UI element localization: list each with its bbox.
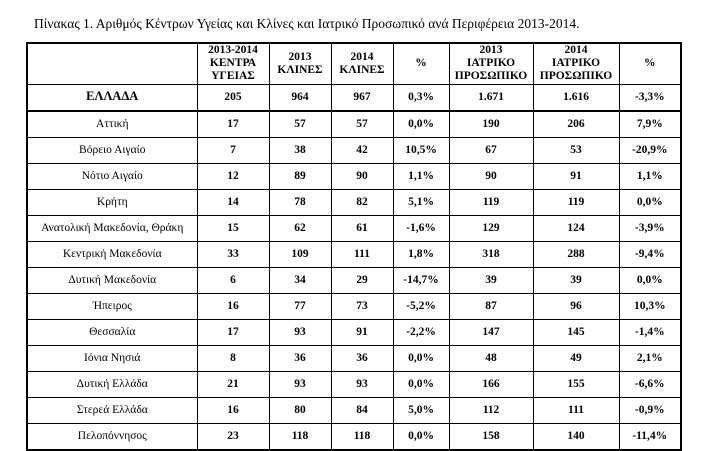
cell-beds-2013: 80: [269, 397, 331, 423]
cell-beds-pct: 0,0%: [393, 345, 449, 371]
cell-centers: 16: [197, 293, 269, 319]
header-beds-pct-line1: %: [415, 57, 427, 70]
cell-beds-2013: 109: [269, 241, 331, 267]
cell-region: Κεντρική Μακεδονία: [27, 241, 197, 267]
header-beds-2013-line1: 2013: [288, 50, 312, 63]
cell-staff-2013: 1.671: [449, 84, 533, 111]
cell-staff-pct: -1,4%: [619, 319, 681, 345]
cell-centers: 12: [197, 163, 269, 189]
cell-staff-2013: 87: [449, 293, 533, 319]
header-staff-2014-line3: ΠΡΟΣΩΠΙΚΟ: [539, 70, 613, 83]
table-row: [27, 267, 681, 293]
cell-staff-pct: -3,9%: [619, 215, 681, 241]
cell-beds-2014: 36: [331, 345, 393, 371]
cell-staff-2014: 49: [533, 345, 619, 371]
cell-staff-pct: -3,3%: [619, 84, 681, 111]
header-beds-2014-line2: ΚΛΙΝΕΣ: [339, 63, 385, 76]
cell-centers: 6: [197, 267, 269, 293]
cell-beds-2014: 90: [331, 163, 393, 189]
cell-staff-pct: -0,9%: [619, 397, 681, 423]
cell-beds-2014: 111: [331, 241, 393, 267]
cell-staff-pct: 0,0%: [619, 189, 681, 215]
cell-staff-pct: 7,9%: [619, 111, 681, 138]
table-row: [27, 423, 681, 450]
table-row: [27, 215, 681, 241]
cell-region: Ιόνια Νησιά: [27, 345, 197, 371]
header-staff-2013: [449, 43, 533, 84]
cell-centers: 205: [197, 84, 269, 111]
cell-staff-pct: -6,6%: [619, 371, 681, 397]
table-row: [27, 371, 681, 397]
cell-staff-2013: 112: [449, 397, 533, 423]
header-region: [27, 43, 197, 84]
cell-beds-2013: 78: [269, 189, 331, 215]
cell-staff-pct: 10,3%: [619, 293, 681, 319]
cell-centers: 16: [197, 397, 269, 423]
cell-beds-pct: -5,2%: [393, 293, 449, 319]
cell-region: Δυτική Ελλάδα: [27, 371, 197, 397]
table-row: [27, 319, 681, 345]
cell-beds-pct: -1,6%: [393, 215, 449, 241]
cell-centers: 17: [197, 111, 269, 138]
cell-beds-2014: 82: [331, 189, 393, 215]
cell-beds-pct: 1,8%: [393, 241, 449, 267]
cell-beds-2013: 93: [269, 371, 331, 397]
header-staff-pct-line1: %: [644, 57, 656, 70]
table-header-row: [27, 43, 681, 84]
header-centers-line1: 2013-2014: [208, 44, 258, 56]
cell-region: ΕΛΛΑΔΑ: [27, 84, 197, 111]
cell-region: Αττική: [27, 111, 197, 138]
cell-staff-2013: 129: [449, 215, 533, 241]
header-centers-line3: ΥΓΕΙΑΣ: [211, 70, 255, 83]
cell-staff-pct: -20,9%: [619, 137, 681, 163]
cell-beds-pct: 1,1%: [393, 163, 449, 189]
cell-beds-2013: 964: [269, 84, 331, 111]
cell-beds-2014: 118: [331, 423, 393, 450]
cell-staff-2014: 91: [533, 163, 619, 189]
cell-staff-pct: 2,1%: [619, 345, 681, 371]
cell-beds-2013: 36: [269, 345, 331, 371]
cell-staff-2013: 48: [449, 345, 533, 371]
cell-region: Θεσσαλία: [27, 319, 197, 345]
cell-beds-pct: -2,2%: [393, 319, 449, 345]
header-staff-2014: [533, 43, 619, 84]
header-staff-2013-line2: ΙΑΤΡΙΚΟ: [466, 57, 516, 70]
cell-staff-2013: 90: [449, 163, 533, 189]
cell-beds-2013: 62: [269, 215, 331, 241]
cell-beds-pct: 0,0%: [393, 371, 449, 397]
table-row: [27, 163, 681, 189]
table-row: [27, 189, 681, 215]
table-row: [27, 137, 681, 163]
table-row: [27, 397, 681, 423]
table-row: [27, 293, 681, 319]
cell-beds-2014: 29: [331, 267, 393, 293]
cell-staff-2014: 124: [533, 215, 619, 241]
header-beds-2014: [331, 43, 393, 84]
cell-region: Κρήτη: [27, 189, 197, 215]
cell-centers: 21: [197, 371, 269, 397]
cell-beds-pct: 0,3%: [393, 84, 449, 111]
header-staff-2014-line1: 2014: [564, 44, 588, 56]
header-staff-2014-line2: ΙΑΤΡΙΚΟ: [551, 57, 601, 70]
cell-beds-pct: 10,5%: [393, 137, 449, 163]
cell-staff-2013: 147: [449, 319, 533, 345]
cell-beds-2013: 89: [269, 163, 331, 189]
cell-staff-2014: 39: [533, 267, 619, 293]
cell-beds-2013: 38: [269, 137, 331, 163]
cell-staff-2013: 119: [449, 189, 533, 215]
cell-staff-2013: 39: [449, 267, 533, 293]
cell-region: Ανατολική Μακεδονία, Θράκη: [27, 215, 197, 241]
cell-centers: 23: [197, 423, 269, 450]
cell-staff-2013: 67: [449, 137, 533, 163]
cell-beds-2013: 118: [269, 423, 331, 450]
cell-beds-2013: 57: [269, 111, 331, 138]
cell-staff-2014: 53: [533, 137, 619, 163]
cell-region: Νότιο Αιγαίο: [27, 163, 197, 189]
table-row: [27, 111, 681, 138]
cell-centers: 8: [197, 345, 269, 371]
cell-centers: 33: [197, 241, 269, 267]
cell-beds-2014: 93: [331, 371, 393, 397]
cell-staff-2014: 140: [533, 423, 619, 450]
cell-staff-2014: 206: [533, 111, 619, 138]
cell-staff-pct: 0,0%: [619, 267, 681, 293]
cell-beds-2013: 34: [269, 267, 331, 293]
cell-beds-2014: 57: [331, 111, 393, 138]
header-beds-2013-line2: ΚΛΙΝΕΣ: [277, 63, 323, 76]
cell-staff-pct: -9,4%: [619, 241, 681, 267]
cell-region: Στερεά Ελλάδα: [27, 397, 197, 423]
cell-region: Βόρειο Αιγαίο: [27, 137, 197, 163]
table-row: [27, 241, 681, 267]
cell-beds-pct: -14,7%: [393, 267, 449, 293]
cell-region: Πελοπόννησος: [27, 423, 197, 450]
table-row: [27, 345, 681, 371]
header-centers: [197, 43, 269, 84]
cell-staff-2013: 166: [449, 371, 533, 397]
cell-beds-2014: 84: [331, 397, 393, 423]
header-beds-pct: [393, 43, 449, 84]
cell-staff-2013: 318: [449, 241, 533, 267]
header-beds-2013: [269, 43, 331, 84]
table-row: [27, 84, 681, 111]
table-header: [27, 43, 681, 84]
header-beds-2014-line1: 2014: [350, 50, 374, 63]
cell-beds-2014: 967: [331, 84, 393, 111]
table-body: [27, 84, 681, 450]
cell-region: Ήπειρος: [27, 293, 197, 319]
health-centers-table: [26, 42, 682, 451]
header-centers-line2: ΚΕΝΤΡΑ: [209, 57, 257, 70]
cell-beds-2013: 93: [269, 319, 331, 345]
cell-beds-2014: 42: [331, 137, 393, 163]
cell-beds-pct: 0,0%: [393, 423, 449, 450]
cell-beds-2014: 91: [331, 319, 393, 345]
cell-staff-2014: 111: [533, 397, 619, 423]
cell-staff-pct: -11,4%: [619, 423, 681, 450]
cell-centers: 15: [197, 215, 269, 241]
table-caption: Πίνακας 1. Αριθμός Κέντρων Υγείας και Κλίνες και Ιατρικό Προσωπικό ανά Περιφέρεια 2013-2014.: [34, 16, 580, 31]
cell-beds-pct: 5,0%: [393, 397, 449, 423]
cell-beds-pct: 5,1%: [393, 189, 449, 215]
cell-beds-2014: 61: [331, 215, 393, 241]
cell-staff-2014: 145: [533, 319, 619, 345]
cell-beds-pct: 0,0%: [393, 111, 449, 138]
cell-centers: 17: [197, 319, 269, 345]
header-staff-2013-line1: 2013: [479, 44, 503, 56]
header-staff-pct: [619, 43, 681, 84]
cell-beds-2014: 73: [331, 293, 393, 319]
cell-staff-2014: 155: [533, 371, 619, 397]
cell-staff-2014: 96: [533, 293, 619, 319]
cell-centers: 7: [197, 137, 269, 163]
cell-staff-2013: 190: [449, 111, 533, 138]
cell-staff-2014: 119: [533, 189, 619, 215]
cell-staff-pct: 1,1%: [619, 163, 681, 189]
cell-staff-2013: 158: [449, 423, 533, 450]
cell-region: Δυτική Μακεδονία: [27, 267, 197, 293]
cell-beds-2013: 77: [269, 293, 331, 319]
header-staff-2013-line3: ΠΡΟΣΩΠΙΚΟ: [454, 70, 528, 83]
cell-staff-2014: 288: [533, 241, 619, 267]
cell-centers: 14: [197, 189, 269, 215]
cell-staff-2014: 1.616: [533, 84, 619, 111]
